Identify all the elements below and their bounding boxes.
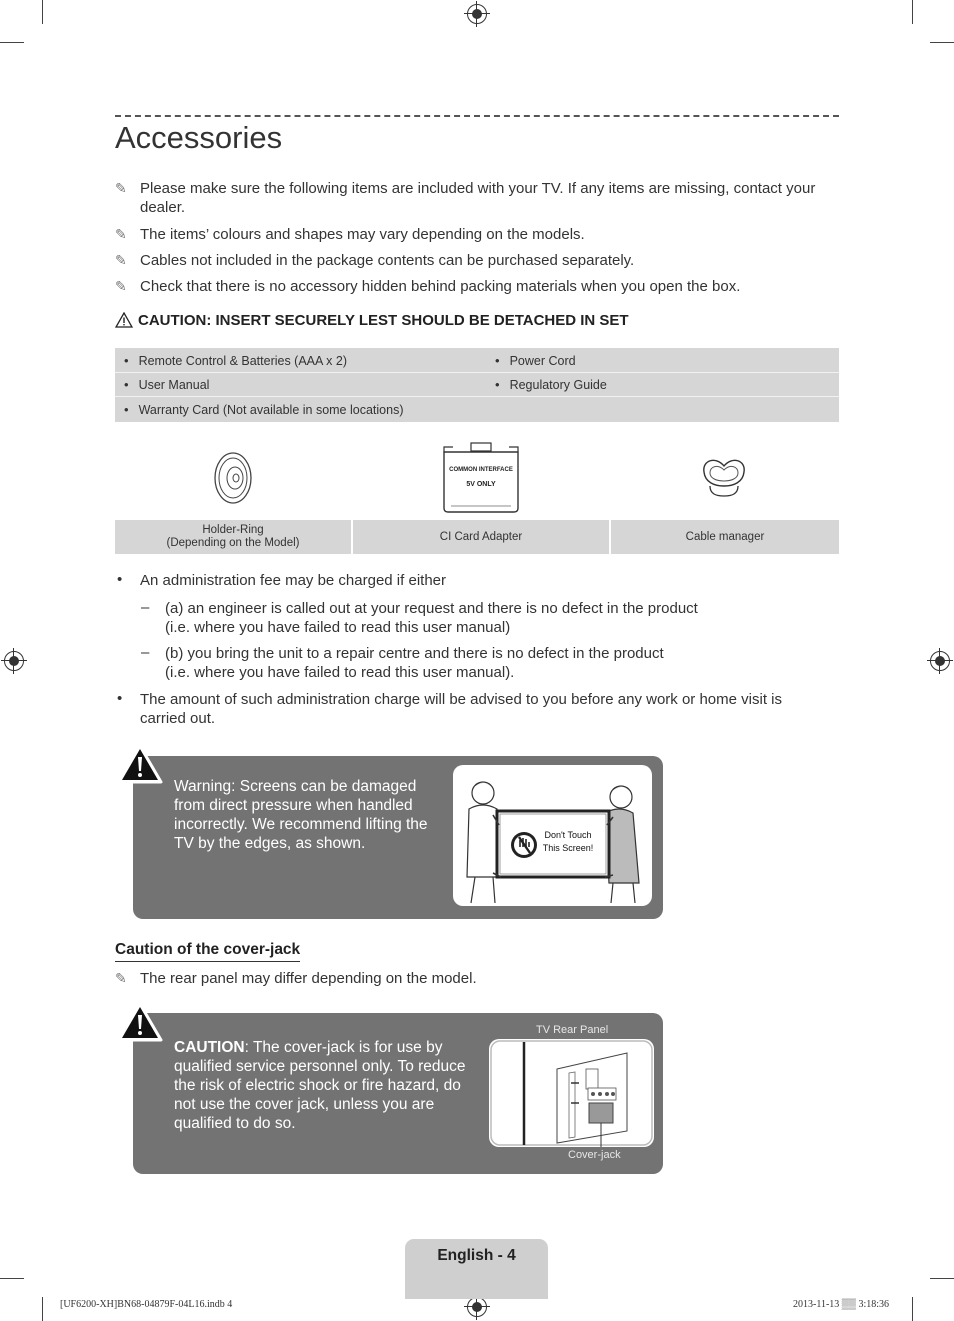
pencil-note-icon: ✎ — [115, 226, 127, 242]
crop-mark — [0, 42, 24, 43]
cable-manager-image — [700, 456, 748, 505]
cover-jack-caution-text: CAUTION: The cover-jack is for use by qualified service personnel only. To reduce the risk of electric shock or fire hazard, do not use the cover jack, unless you are qualified to do so. — [174, 1039, 466, 1132]
admin-fee-intro: An administration fee may be charged if either — [140, 572, 446, 589]
pencil-note-icon: ✎ — [115, 278, 127, 294]
caution-heading-text: CAUTION: INSERT SECURELY LEST SHOULD BE DETACHED IN SET — [138, 312, 629, 329]
note-item — [115, 969, 840, 988]
crop-mark — [930, 42, 954, 43]
cable-manager-label: Cable manager — [611, 520, 839, 554]
warning-icon — [117, 744, 163, 789]
note-item — [115, 179, 840, 217]
lifting-tv-illustration — [453, 765, 652, 906]
list-item: • Regulatory Guide — [495, 377, 607, 392]
rear-panel-label: TV Rear Panel — [536, 1024, 609, 1036]
table-divider — [115, 396, 839, 397]
page-number: English - 4 — [437, 1247, 516, 1264]
section-heading: Caution of the cover-jack — [115, 941, 300, 962]
note-item — [115, 277, 840, 296]
dash-glyph: – — [141, 599, 150, 616]
holder-ring-label: Holder-Ring (Depending on the Model) — [115, 520, 351, 554]
table-divider — [115, 372, 839, 373]
crop-mark — [42, 1297, 43, 1321]
sign-text-line1: Don't Touch — [544, 830, 592, 840]
bullet-glyph: • — [117, 571, 123, 588]
cover-jack-label: Cover-jack — [568, 1149, 621, 1161]
print-footer-right: 2013-11-13 ▒▒ 3:18:36 — [793, 1299, 890, 1310]
note-text: The items’ colours and shapes may vary depending on the models. — [140, 226, 585, 243]
admin-fee-case-b: (b) you bring the unit to a repair centre and there is no defect in the product (i.e. where you have failed to read this user manual). — [165, 645, 664, 681]
registration-mark-icon — [4, 651, 24, 671]
pencil-note-icon: ✎ — [115, 180, 127, 196]
rear-panel-illustration — [489, 1039, 654, 1147]
registration-mark-icon — [930, 651, 950, 671]
crop-mark — [930, 1278, 954, 1279]
note-item — [115, 251, 840, 270]
pencil-note-icon: ✎ — [115, 970, 127, 986]
page-number-tab — [405, 1239, 548, 1299]
note-text: Check that there is no accessory hidden behind packing materials when you open the box. — [140, 278, 741, 295]
warning-icon — [117, 1002, 163, 1047]
ci-card-label: COMMON INTERFACE — [449, 467, 513, 473]
crop-mark — [42, 0, 43, 24]
list-item: • Remote Control & Batteries (AAA x 2) — [124, 353, 347, 368]
pencil-note-icon: ✎ — [115, 252, 127, 268]
note-text: The rear panel may differ depending on the model. — [140, 970, 477, 987]
list-item: • Power Cord — [495, 353, 576, 368]
admin-fee-case-a: (a) an engineer is called out at your request and there is no defect in the product (i.e. where you have failed to read this user manual) — [165, 600, 698, 636]
warning-text: Warning: Screens can be damaged from direct pressure when handled incorrectly. We recommend lifting the TV by the edges, as shown. — [174, 778, 428, 852]
crop-mark — [912, 1297, 913, 1321]
warning-triangle-icon — [115, 312, 133, 332]
note-text: Please make sure the following items are included with your TV. If any items are missing, contact your dealer. — [140, 180, 816, 216]
section-rule — [115, 115, 839, 117]
bullet-glyph: • — [117, 690, 123, 707]
sign-text-line2: This Screen! — [542, 843, 594, 853]
list-item: • Warranty Card (Not available in some locations) — [124, 402, 403, 417]
registration-mark-icon — [467, 1297, 487, 1317]
ci-card-voltage: 5V ONLY — [466, 481, 496, 488]
holder-ring-image — [211, 450, 255, 511]
dash-glyph: – — [141, 644, 150, 661]
crop-mark — [912, 0, 913, 24]
list-item: • User Manual — [124, 377, 209, 392]
ci-card-adapter-label: CI Card Adapter — [353, 520, 609, 554]
registration-mark-icon — [467, 4, 487, 24]
caution-heading — [115, 312, 629, 332]
page-title: Accessories — [115, 120, 283, 155]
pictured-accessories — [115, 430, 839, 554]
note-item — [115, 225, 840, 244]
crop-mark — [0, 1278, 24, 1279]
ci-card-adapter-image — [441, 442, 521, 519]
note-text: Cables not included in the package contents can be purchased separately. — [140, 252, 635, 269]
print-footer-left: [UF6200-XH]BN68-04879F-04L16.indb 4 — [60, 1299, 233, 1310]
admin-fee-advise: The amount of such administration charge will be advised to you before any work or home visit is carried out. — [140, 691, 782, 727]
accessories-list — [115, 348, 839, 422]
